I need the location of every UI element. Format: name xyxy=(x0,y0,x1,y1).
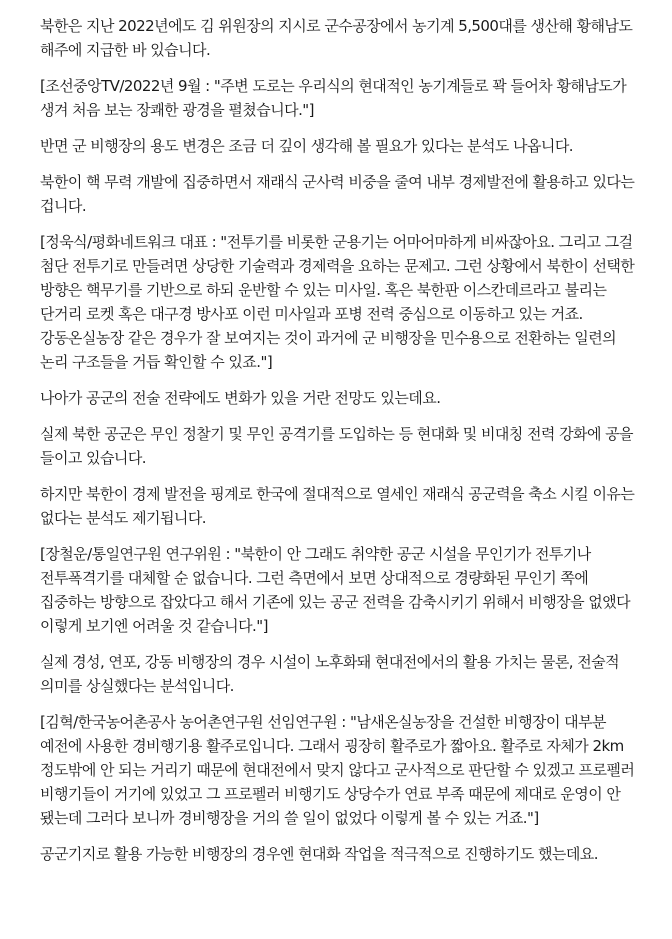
quote-jeong-wook-sik: [정욱식/평화네트워크 대표 : "전투기를 비롯한 군용기는 어마어마하게 비싸잖아요. 그리고 그걸 첨단 전투기로 만들려면 상당한 기술력과 경제력을 요하는 문제고. 그런 상황에서 북한이 선택한 방향은 핵무기를 기반으로 하되 운반할 수 있는 미사일. 혹은 북한판 이스칸데르라고 불리는 단거리 로켓 혹은 대구경 방사포 이런 미사일과 포병 전력 중심으로 이동하고 있는 거죠. 강동온실농장 같은 경우가 잘 보여지는 것이 과거에 군 비행장을 민수용으로 전환하는 일련의 논리 구조들을 거듭 확인할 수 있죠."] xyxy=(40,233,635,371)
article-body xyxy=(40,14,640,878)
paragraph-airfield-analysis: 반면 군 비행장의 용도 변경은 조금 더 깊이 생각해 볼 필요가 있다는 분석도 나옵니다. xyxy=(40,137,574,155)
paragraph-aging-facilities: 실제 경성, 연포, 강동 비행장의 경우 시설이 노후화돼 현대전에서의 활용 가치는 물론, 전술적 의미를 상실했다는 분석입니다. xyxy=(40,653,620,695)
paragraph-modernization: 공군기지로 활용 가능한 비행장의 경우엔 현대화 작업을 적극적으로 진행하기도 했는데요. xyxy=(40,845,598,863)
paragraph-counter-analysis: 하지만 북한이 경제 발전을 핑계로 한국에 절대적으로 열세인 재래식 공군력을 축소 시킬 이유는 없다는 분석도 제기됩니다. xyxy=(40,485,635,527)
quote-kim-hyuk: [김혁/한국농어촌공사 농어촌연구원 선임연구원 : "남새온실농장을 건설한 비행장이 대부분 예전에 사용한 경비행기용 활주로입니다. 그래서 굉장히 활주로가 짧아요. 활주로 자체가 2km 정도밖에 안 되는 거리기 때문에 현대전에서 맞지 않다고 군사적으로 판단할 수 있겠고 프로펠러 비행기들이 거기에 있었고 그 프로펠러 비행기도 상당수가 연료 부족 때문에 제대로 운영이 안 됐는데 그러다 보니까 경비행장을 거의 쓸 일이 없었다 이렇게 볼 수 있는 거죠."] xyxy=(40,713,635,827)
paragraph-drones: 실제 북한 공군은 무인 정찰기 및 무인 공격기를 도입하는 등 현대화 및 비대칭 전력 강화에 공을 들이고 있습니다. xyxy=(40,425,633,467)
paragraph-nuclear-focus: 북한이 핵 무력 개발에 집중하면서 재래식 군사력 비중을 줄여 내부 경제발전에 활용하고 있다는 겁니다. xyxy=(40,173,635,215)
quote-kctv: [조선중앙TV/2022년 9월 : "주변 도로는 우리식의 현대적인 농기계들로 꽉 들어차 황해남도가 생겨 처음 보는 장쾌한 광경을 펼쳤습니다."] xyxy=(40,77,627,119)
quote-jang-cheol-woon: [장철운/통일연구원 연구위원 : "북한이 안 그래도 취약한 공군 시설을 무인기가 전투기나 전투폭격기를 대체할 순 없습니다. 그런 측면에서 보면 상대적으로 경량화된 무인기 쪽에 집중하는 방향으로 잡았다고 해서 기존에 있는 공군 전력을 감축시키기 위해서 비행장을 없앴다 이렇게 보기엔 어려울 것 같습니다."] xyxy=(40,545,631,635)
paragraph-farm-machinery: 북한은 지난 2022년에도 김 위원장의 지시로 군수공장에서 농기계 5,500대를 생산해 황해남도 해주에 지급한 바 있습니다. xyxy=(40,17,633,59)
paragraph-air-force-tactics: 나아가 공군의 전술 전략에도 변화가 있을 거란 전망도 있는데요. xyxy=(40,389,441,407)
